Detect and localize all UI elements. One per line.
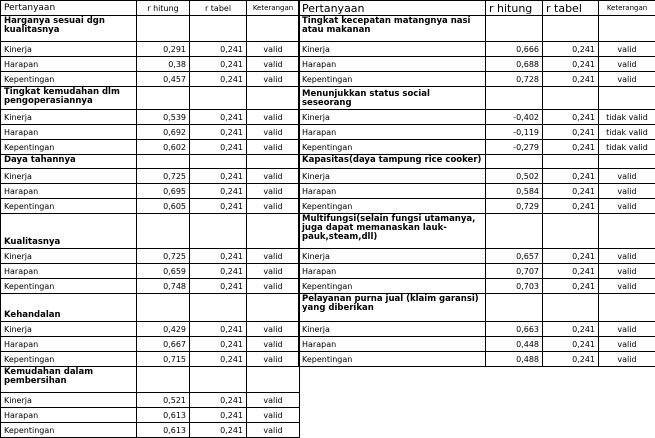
table-row (1, 42, 300, 57)
group-row (1, 294, 300, 322)
r-hitung-cell: 0,695 (137, 184, 190, 199)
row-label: Harapan (1, 408, 137, 423)
r-hitung-cell: 0,659 (137, 264, 190, 279)
header-r-hitung: r hitung (137, 1, 190, 16)
keterangan-cell: tidak valid (599, 110, 655, 125)
r-hitung-cell: 0,38 (137, 57, 190, 72)
group-title: Menunjukkan status social seseorang (299, 87, 486, 110)
r-tabel-cell: 0,241 (190, 322, 247, 337)
row-label: Harapan (1, 125, 137, 140)
keterangan-cell: valid (599, 57, 655, 72)
keterangan-cell: valid (247, 264, 300, 279)
header-pertanyaan: Pertanyaan (299, 1, 486, 16)
table-row (1, 57, 300, 72)
row-label: Harapan (299, 184, 486, 199)
r-hitung-cell: 0,521 (137, 393, 190, 408)
table-row (1, 72, 300, 87)
validity-table-left (0, 0, 300, 438)
header-pertanyaan: Pertanyaan (1, 1, 137, 16)
row-label: Harapan (1, 184, 137, 199)
keterangan-cell: valid (599, 249, 655, 264)
table-row (299, 184, 655, 199)
table-row (1, 140, 300, 155)
r-tabel-cell: 0,241 (190, 279, 247, 294)
r-tabel-cell: 0,241 (543, 125, 599, 140)
table-row (1, 322, 300, 337)
r-hitung-cell: 0,692 (137, 125, 190, 140)
r-hitung-cell: 0,605 (137, 199, 190, 214)
r-tabel-cell: 0,241 (190, 423, 247, 438)
r-hitung-cell: 0,715 (137, 352, 190, 367)
r-tabel-cell: 0,241 (543, 42, 599, 57)
table-row (1, 125, 300, 140)
row-label: Harapan (1, 57, 137, 72)
table-row (299, 169, 655, 184)
row-label: Kepentingan (1, 423, 137, 438)
r-tabel-cell: 0,241 (190, 72, 247, 87)
r-tabel-cell: 0,241 (543, 199, 599, 214)
r-tabel-cell: 0,241 (543, 72, 599, 87)
r-hitung-cell: 0,539 (137, 110, 190, 125)
group-title: Kemudahan dalam pembersihan (1, 367, 137, 393)
r-hitung-cell: 0,291 (137, 42, 190, 57)
keterangan-cell: valid (599, 337, 655, 352)
keterangan-cell: valid (599, 264, 655, 279)
keterangan-cell: valid (599, 322, 655, 337)
header-row (1, 1, 300, 16)
r-hitung-cell: 0,613 (137, 423, 190, 438)
group-row (1, 214, 300, 249)
keterangan-cell: valid (247, 393, 300, 408)
row-label: Kinerja (1, 393, 137, 408)
r-tabel-cell: 0,241 (543, 184, 599, 199)
r-tabel-cell: 0,241 (190, 184, 247, 199)
r-hitung-cell: 0,457 (137, 72, 190, 87)
keterangan-cell: valid (247, 125, 300, 140)
table-row (1, 184, 300, 199)
r-hitung-cell: 0,725 (137, 249, 190, 264)
group-title: Tingkat kecepatan matangnya nasi atau makanan (299, 16, 486, 42)
header-r-tabel: r tabel (543, 1, 599, 16)
validity-table-right (298, 0, 655, 367)
row-label: Kepentingan (299, 140, 486, 155)
keterangan-cell: valid (599, 352, 655, 367)
r-hitung-cell: 0,602 (137, 140, 190, 155)
keterangan-cell: valid (247, 140, 300, 155)
header-keterangan: Keterangan (247, 1, 300, 16)
r-hitung-cell: 0,728 (486, 72, 543, 87)
row-label: Kinerja (1, 110, 137, 125)
group-row (1, 16, 300, 42)
table-row (1, 264, 300, 279)
r-tabel-cell: 0,241 (190, 264, 247, 279)
table-row (299, 279, 655, 294)
group-row (299, 87, 655, 110)
r-hitung-cell: 0,729 (486, 199, 543, 214)
row-label: Kinerja (299, 249, 486, 264)
row-label: Kepentingan (299, 279, 486, 294)
table-row (299, 199, 655, 214)
r-hitung-cell: 0,748 (137, 279, 190, 294)
row-label: Kinerja (299, 42, 486, 57)
keterangan-cell: valid (247, 408, 300, 423)
table-row (299, 110, 655, 125)
r-tabel-cell: 0,241 (543, 249, 599, 264)
r-tabel-cell: 0,241 (190, 110, 247, 125)
r-tabel-cell: 0,241 (190, 57, 247, 72)
table-row (299, 72, 655, 87)
table-row (299, 249, 655, 264)
table-row (1, 249, 300, 264)
r-tabel-cell: 0,241 (190, 125, 247, 140)
keterangan-cell: tidak valid (599, 125, 655, 140)
header-r-tabel: r tabel (190, 1, 247, 16)
r-hitung-cell: 0,666 (486, 42, 543, 57)
keterangan-cell: valid (247, 322, 300, 337)
row-label: Kepentingan (1, 72, 137, 87)
r-tabel-cell: 0,241 (543, 140, 599, 155)
header-row (299, 1, 655, 16)
table-row (1, 352, 300, 367)
keterangan-cell: valid (599, 169, 655, 184)
keterangan-cell: valid (247, 199, 300, 214)
keterangan-cell: valid (247, 110, 300, 125)
r-tabel-cell: 0,241 (190, 337, 247, 352)
row-label: Kinerja (1, 322, 137, 337)
row-label: Harapan (299, 57, 486, 72)
r-tabel-cell: 0,241 (543, 279, 599, 294)
table-row (299, 125, 655, 140)
r-tabel-cell: 0,241 (190, 42, 247, 57)
group-title: Harganya sesuai dgn kualitasnya (1, 16, 137, 42)
row-label: Kinerja (1, 169, 137, 184)
row-label: Harapan (299, 125, 486, 140)
r-tabel-cell: 0,241 (543, 337, 599, 352)
table-row (299, 57, 655, 72)
r-hitung-cell: 0,488 (486, 352, 543, 367)
row-label: Kinerja (1, 249, 137, 264)
keterangan-cell: valid (247, 249, 300, 264)
header-r-hitung: r hitung (486, 1, 543, 16)
r-hitung-cell: 0,703 (486, 279, 543, 294)
r-hitung-cell: 0,448 (486, 337, 543, 352)
table-row (299, 352, 655, 367)
r-tabel-cell: 0,241 (543, 322, 599, 337)
header-keterangan: Keterangan (599, 1, 655, 16)
keterangan-cell: valid (247, 184, 300, 199)
table-row (299, 264, 655, 279)
row-label: Kepentingan (299, 352, 486, 367)
keterangan-cell: valid (247, 337, 300, 352)
r-hitung-cell: 0,667 (137, 337, 190, 352)
group-row (1, 155, 300, 169)
row-label: Kepentingan (299, 72, 486, 87)
keterangan-cell: valid (247, 169, 300, 184)
group-title: Kapasitas(daya tampung rice cooker) (299, 155, 486, 169)
r-hitung-cell: 0,429 (137, 322, 190, 337)
r-tabel-cell: 0,241 (190, 249, 247, 264)
row-label: Kinerja (299, 110, 486, 125)
r-hitung-cell: 0,707 (486, 264, 543, 279)
table-row (299, 42, 655, 57)
keterangan-cell: valid (247, 423, 300, 438)
keterangan-cell: valid (599, 42, 655, 57)
group-row (299, 155, 655, 169)
row-label: Kepentingan (1, 140, 137, 155)
table-row (1, 110, 300, 125)
table-row (1, 279, 300, 294)
keterangan-cell: valid (247, 279, 300, 294)
r-hitung-cell: 0,613 (137, 408, 190, 423)
group-title: Daya tahannya (1, 155, 137, 169)
table-row (1, 169, 300, 184)
keterangan-cell: valid (599, 72, 655, 87)
r-tabel-cell: 0,241 (190, 169, 247, 184)
row-label: Kinerja (299, 169, 486, 184)
group-title: Multifungsi(selain fungsi utamanya, juga dapat memanaskan lauk-pauk,steam,dll) (299, 214, 486, 249)
group-title: Kehandalan (1, 294, 137, 322)
group-row (1, 367, 300, 393)
r-hitung-cell: 0,663 (486, 322, 543, 337)
r-tabel-cell: 0,241 (543, 264, 599, 279)
keterangan-cell: valid (247, 42, 300, 57)
keterangan-cell: valid (247, 57, 300, 72)
table-row (1, 423, 300, 438)
table-row (1, 408, 300, 423)
r-hitung-cell: 0,584 (486, 184, 543, 199)
r-tabel-cell: 0,241 (543, 110, 599, 125)
table-row (299, 140, 655, 155)
table-row (299, 337, 655, 352)
row-label: Kepentingan (1, 279, 137, 294)
r-tabel-cell: 0,241 (190, 393, 247, 408)
row-label: Harapan (1, 337, 137, 352)
r-tabel-cell: 0,241 (543, 57, 599, 72)
group-row (299, 16, 655, 42)
row-label: Harapan (1, 264, 137, 279)
row-label: Kepentingan (299, 199, 486, 214)
group-row (299, 214, 655, 249)
keterangan-cell: tidak valid (599, 140, 655, 155)
r-hitung-cell: 0,502 (486, 169, 543, 184)
r-hitung-cell: 0,657 (486, 249, 543, 264)
keterangan-cell: valid (599, 279, 655, 294)
table-row (1, 393, 300, 408)
table-row (1, 337, 300, 352)
group-row (299, 294, 655, 322)
keterangan-cell: valid (247, 352, 300, 367)
keterangan-cell: valid (247, 72, 300, 87)
row-label: Harapan (299, 337, 486, 352)
row-label: Kepentingan (1, 352, 137, 367)
r-tabel-cell: 0,241 (190, 352, 247, 367)
group-title: Tingkat kemudahan dlm pengoperasiannya (1, 87, 137, 110)
row-label: Kepentingan (1, 199, 137, 214)
row-label: Kinerja (1, 42, 137, 57)
group-title: Pelayanan purna jual (klaim garansi) yang diberikan (299, 294, 486, 322)
r-tabel-cell: 0,241 (190, 140, 247, 155)
keterangan-cell: valid (599, 199, 655, 214)
r-hitung-cell: 0,688 (486, 57, 543, 72)
r-hitung-cell: -0,119 (486, 125, 543, 140)
r-hitung-cell: -0,402 (486, 110, 543, 125)
table-row (1, 199, 300, 214)
r-tabel-cell: 0,241 (190, 199, 247, 214)
group-title: Kualitasnya (1, 214, 137, 249)
group-row (1, 87, 300, 110)
r-hitung-cell: 0,725 (137, 169, 190, 184)
keterangan-cell: valid (599, 184, 655, 199)
r-hitung-cell: -0,279 (486, 140, 543, 155)
row-label: Kinerja (299, 322, 486, 337)
r-tabel-cell: 0,241 (543, 169, 599, 184)
row-label: Harapan (299, 264, 486, 279)
r-tabel-cell: 0,241 (543, 352, 599, 367)
table-row (299, 322, 655, 337)
r-tabel-cell: 0,241 (190, 408, 247, 423)
